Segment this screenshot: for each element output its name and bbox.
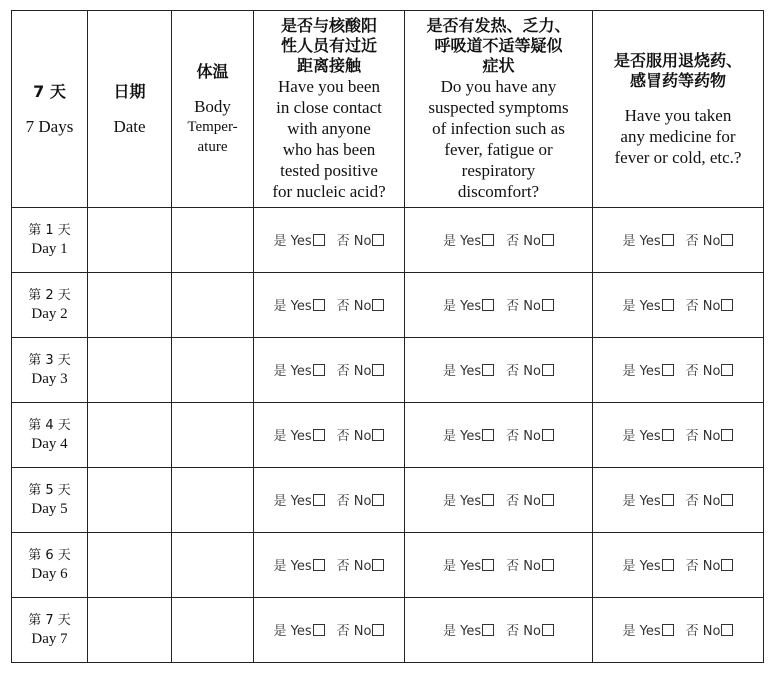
- header-days-en: 7 Days: [25, 116, 74, 136]
- yes-checkbox[interactable]: [662, 559, 674, 571]
- no-checkbox[interactable]: [372, 429, 384, 441]
- header-medicine-en-3: fever or cold, etc.?: [614, 147, 742, 167]
- yes-label: 是 Yes: [443, 364, 482, 379]
- header-date: [88, 11, 172, 208]
- header-contact-zh-1: 是否与核酸阳: [280, 16, 377, 35]
- yes-label: 是 Yes: [622, 364, 661, 379]
- no-label: 否 No: [685, 494, 721, 509]
- date-cell[interactable]: [88, 403, 172, 468]
- no-checkbox[interactable]: [542, 234, 554, 246]
- day-label-cell: [12, 338, 88, 403]
- header-symptoms-en-3: of infection such as: [432, 119, 565, 138]
- yes-label: 是 Yes: [622, 429, 661, 444]
- date-cell[interactable]: [88, 598, 172, 663]
- no-checkbox[interactable]: [372, 299, 384, 311]
- no-checkbox[interactable]: [542, 559, 554, 571]
- no-label: 否 No: [336, 429, 372, 444]
- yes-label: 是 Yes: [273, 494, 312, 509]
- no-checkbox[interactable]: [372, 624, 384, 636]
- header-symptoms-en-6: discomfort?: [457, 182, 540, 201]
- yes-checkbox[interactable]: [313, 299, 325, 311]
- temperature-cell[interactable]: [172, 273, 254, 338]
- yes-label: 是 Yes: [443, 299, 482, 314]
- day-label-cell: [12, 403, 88, 468]
- yes-checkbox[interactable]: [482, 234, 494, 246]
- table-row: [12, 533, 764, 598]
- no-checkbox[interactable]: [721, 559, 733, 571]
- yes-checkbox[interactable]: [482, 494, 494, 506]
- date-cell[interactable]: [88, 208, 172, 273]
- header-medicine-en-2: any medicine for: [620, 126, 736, 146]
- yes-label: 是 Yes: [622, 559, 661, 574]
- table-row: [12, 598, 764, 663]
- date-cell[interactable]: [88, 338, 172, 403]
- contact-answer-cell: [254, 468, 405, 533]
- symptoms-answer-cell: [405, 403, 593, 468]
- no-checkbox[interactable]: [542, 299, 554, 311]
- yes-label: 是 Yes: [443, 429, 482, 444]
- header-contact-en-3: with anyone: [287, 119, 371, 138]
- day-label-cell: [12, 468, 88, 533]
- no-label: 否 No: [506, 364, 541, 379]
- yes-checkbox[interactable]: [482, 429, 494, 441]
- yes-checkbox[interactable]: [482, 364, 494, 376]
- yes-checkbox[interactable]: [313, 624, 325, 636]
- no-label: 否 No: [336, 234, 372, 249]
- no-checkbox[interactable]: [721, 429, 733, 441]
- day-label-en: Day 5: [31, 501, 68, 517]
- yes-checkbox[interactable]: [313, 364, 325, 376]
- header-contact-zh-2: 性人员有过近: [280, 36, 377, 55]
- no-label: 否 No: [685, 364, 721, 379]
- table-row: [12, 208, 764, 273]
- date-cell[interactable]: [88, 273, 172, 338]
- day-label-zh: 第 1 天: [28, 223, 71, 238]
- no-checkbox[interactable]: [372, 364, 384, 376]
- header-symptoms-en-2: suspected symptoms: [428, 98, 569, 117]
- header-symptoms-zh-3: 症状: [482, 56, 515, 75]
- yes-checkbox[interactable]: [662, 624, 674, 636]
- header-date-en: Date: [113, 116, 146, 136]
- no-label: 否 No: [685, 234, 721, 249]
- header-symptoms-zh-1: 是否有发热、乏力、: [426, 16, 571, 35]
- header-temp-zh: 体温: [196, 61, 229, 81]
- yes-label: 是 Yes: [622, 299, 661, 314]
- no-checkbox[interactable]: [542, 364, 554, 376]
- yes-checkbox[interactable]: [662, 299, 674, 311]
- table-row: [12, 273, 764, 338]
- no-label: 否 No: [336, 559, 372, 574]
- yes-label: 是 Yes: [273, 559, 312, 574]
- yes-checkbox[interactable]: [313, 494, 325, 506]
- day-label-cell: [12, 533, 88, 598]
- medicine-answer-cell: [593, 273, 764, 338]
- medicine-answer-cell: [593, 208, 764, 273]
- day-label-cell: [12, 598, 88, 663]
- contact-answer-cell: [254, 338, 405, 403]
- header-temp-en-3: ature: [197, 138, 228, 155]
- yes-label: 是 Yes: [443, 494, 482, 509]
- day-label-zh: 第 5 天: [28, 483, 71, 498]
- symptoms-answer-cell: [405, 598, 593, 663]
- date-cell[interactable]: [88, 533, 172, 598]
- no-checkbox[interactable]: [721, 234, 733, 246]
- yes-label: 是 Yes: [273, 234, 312, 249]
- no-checkbox[interactable]: [721, 299, 733, 311]
- no-label: 否 No: [685, 624, 721, 639]
- contact-answer-cell: [254, 598, 405, 663]
- yes-label: 是 Yes: [273, 364, 312, 379]
- contact-answer-cell: [254, 208, 405, 273]
- yes-label: 是 Yes: [273, 299, 312, 314]
- header-contact-zh-3: 距离接触: [296, 56, 361, 75]
- header-temperature: [172, 11, 254, 208]
- day-label-en: Day 2: [31, 306, 68, 322]
- header-contact-en-5: tested positive: [280, 161, 378, 180]
- medicine-answer-cell: [593, 338, 764, 403]
- header-days: [12, 11, 88, 208]
- yes-label: 是 Yes: [622, 624, 661, 639]
- yes-checkbox[interactable]: [662, 234, 674, 246]
- day-label-zh: 第 3 天: [28, 353, 71, 368]
- no-label: 否 No: [685, 299, 721, 314]
- table-row: [12, 403, 764, 468]
- no-label: 否 No: [336, 494, 372, 509]
- no-label: 否 No: [506, 429, 541, 444]
- header-symptoms-en-1: Do you have any: [440, 77, 557, 96]
- day-label-zh: 第 4 天: [28, 418, 71, 433]
- symptoms-answer-cell: [405, 273, 593, 338]
- header-days-zh: 7 天: [33, 81, 66, 101]
- date-cell[interactable]: [88, 468, 172, 533]
- header-contact-en-6: for nucleic acid?: [272, 182, 386, 201]
- symptoms-answer-cell: [405, 208, 593, 273]
- header-temp-en-2: Temper-: [187, 118, 238, 135]
- yes-checkbox[interactable]: [313, 234, 325, 246]
- contact-answer-cell: [254, 273, 405, 338]
- temperature-cell[interactable]: [172, 208, 254, 273]
- day-label-en: Day 7: [31, 631, 68, 647]
- day-label-zh: 第 6 天: [28, 548, 71, 563]
- yes-label: 是 Yes: [443, 624, 482, 639]
- header-symptoms: [405, 11, 593, 208]
- no-label: 否 No: [506, 559, 541, 574]
- header-symptoms-en-4: fever, fatigue or: [444, 140, 553, 159]
- day-label-zh: 第 2 天: [28, 288, 71, 303]
- header-symptoms-en-5: respiratory: [461, 161, 536, 180]
- day-label-en: Day 1: [31, 241, 68, 257]
- medicine-answer-cell: [593, 468, 764, 533]
- no-checkbox[interactable]: [721, 364, 733, 376]
- yes-label: 是 Yes: [273, 624, 312, 639]
- day-label-cell: [12, 273, 88, 338]
- yes-label: 是 Yes: [622, 494, 661, 509]
- day-label-en: Day 4: [31, 436, 68, 452]
- no-checkbox[interactable]: [372, 494, 384, 506]
- header-row: [12, 11, 764, 208]
- header-symptoms-zh-2: 呼吸道不适等疑似: [434, 36, 563, 55]
- yes-checkbox[interactable]: [662, 364, 674, 376]
- header-medicine-zh-1: 是否服用退烧药、: [613, 50, 742, 70]
- yes-checkbox[interactable]: [662, 429, 674, 441]
- header-medicine: [593, 11, 764, 208]
- yes-label: 是 Yes: [443, 234, 482, 249]
- yes-label: 是 Yes: [443, 559, 482, 574]
- yes-checkbox[interactable]: [482, 299, 494, 311]
- temperature-cell[interactable]: [172, 403, 254, 468]
- no-checkbox[interactable]: [372, 559, 384, 571]
- medicine-answer-cell: [593, 403, 764, 468]
- header-close-contact: [254, 11, 405, 208]
- symptoms-answer-cell: [405, 468, 593, 533]
- contact-answer-cell: [254, 533, 405, 598]
- no-checkbox[interactable]: [721, 494, 733, 506]
- table-row: [12, 338, 764, 403]
- temperature-cell[interactable]: [172, 338, 254, 403]
- yes-checkbox[interactable]: [482, 559, 494, 571]
- no-label: 否 No: [685, 559, 721, 574]
- day-label-zh: 第 7 天: [28, 613, 71, 628]
- no-checkbox[interactable]: [542, 624, 554, 636]
- header-contact-en-2: in close contact: [276, 98, 382, 117]
- yes-checkbox[interactable]: [662, 494, 674, 506]
- health-declaration-table: [11, 10, 764, 663]
- no-label: 否 No: [506, 234, 541, 249]
- yes-checkbox[interactable]: [313, 429, 325, 441]
- yes-checkbox[interactable]: [313, 559, 325, 571]
- day-label-en: Day 6: [31, 566, 68, 582]
- temperature-cell[interactable]: [172, 533, 254, 598]
- contact-answer-cell: [254, 403, 405, 468]
- header-date-zh: 日期: [113, 81, 146, 101]
- no-checkbox[interactable]: [721, 624, 733, 636]
- header-contact-en-4: who has been: [282, 140, 376, 159]
- header-medicine-en-1: Have you taken: [624, 105, 732, 125]
- medicine-answer-cell: [593, 533, 764, 598]
- header-contact-en-1: Have you been: [278, 77, 380, 96]
- header-temp-en-1: Body: [194, 96, 231, 116]
- no-label: 否 No: [506, 299, 541, 314]
- no-label: 否 No: [336, 364, 372, 379]
- table-row: [12, 468, 764, 533]
- no-label: 否 No: [506, 494, 541, 509]
- day-label-en: Day 3: [31, 371, 68, 387]
- yes-label: 是 Yes: [622, 234, 661, 249]
- yes-label: 是 Yes: [273, 429, 312, 444]
- medicine-answer-cell: [593, 598, 764, 663]
- temperature-cell[interactable]: [172, 598, 254, 663]
- header-medicine-zh-2: 感冒药等药物: [629, 70, 726, 90]
- no-label: 否 No: [685, 429, 721, 444]
- yes-checkbox[interactable]: [482, 624, 494, 636]
- no-checkbox[interactable]: [542, 429, 554, 441]
- symptoms-answer-cell: [405, 338, 593, 403]
- no-checkbox[interactable]: [542, 494, 554, 506]
- temperature-cell[interactable]: [172, 468, 254, 533]
- no-label: 否 No: [336, 624, 372, 639]
- day-label-cell: [12, 208, 88, 273]
- no-checkbox[interactable]: [372, 234, 384, 246]
- symptoms-answer-cell: [405, 533, 593, 598]
- no-label: 否 No: [506, 624, 541, 639]
- no-label: 否 No: [336, 299, 372, 314]
